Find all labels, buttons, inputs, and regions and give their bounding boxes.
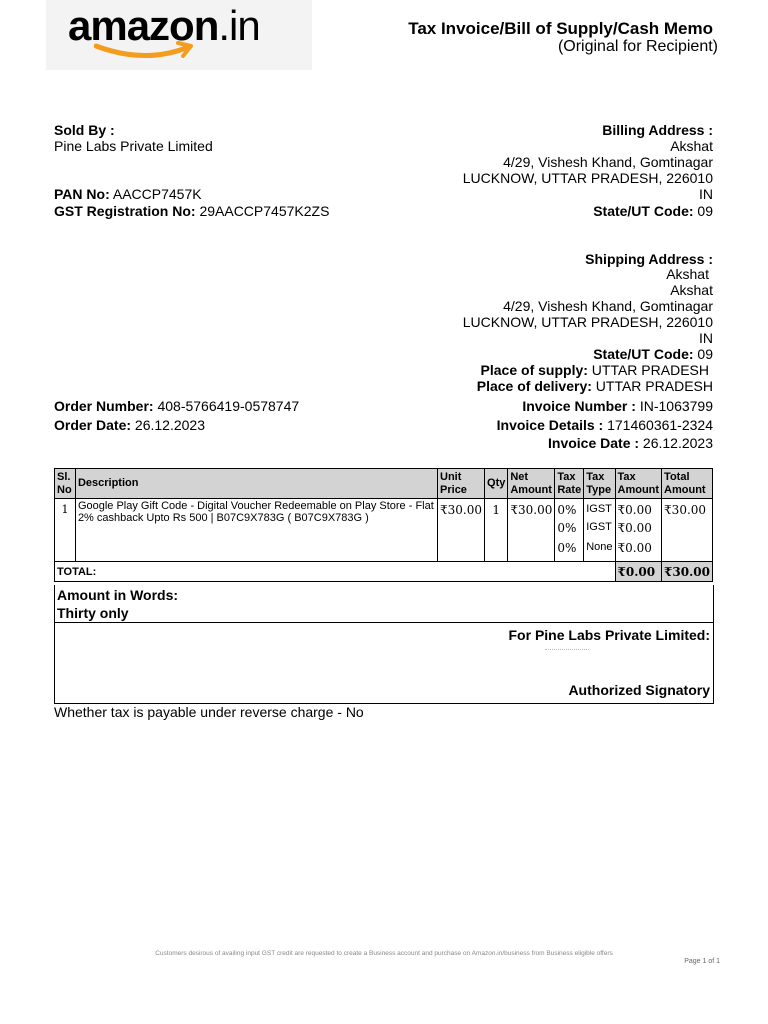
header-net-amount: Net Amount: [508, 469, 555, 499]
place-of-delivery: [477, 378, 713, 394]
billing-state-label: State/UT Code:: [593, 203, 694, 219]
invoice-details-value: 171460361-2324: [607, 417, 713, 433]
billing-state-code: [593, 203, 713, 219]
pan-line: [54, 186, 202, 202]
header-description: Description: [75, 469, 437, 499]
tax-rate-3: 0%: [555, 540, 584, 562]
order-date: [54, 417, 205, 433]
invoice-date-value: 26.12.2023: [642, 435, 713, 451]
order-date-label: Order Date:: [54, 417, 132, 433]
signatory-box: [54, 622, 714, 704]
pan-label: PAN No:: [54, 186, 110, 202]
invoice-details-label: Invoice Details :: [496, 417, 604, 433]
shipping-line2: LUCKNOW, UTTAR PRADESH, 226010: [462, 314, 713, 330]
table-row: [55, 499, 713, 520]
supply-value: UTTAR PRADESH: [591, 362, 709, 378]
total-row: [55, 562, 713, 582]
header-tax-type: Tax Type: [584, 469, 615, 499]
pan-value: AACCP7457K: [112, 186, 202, 202]
seller-name: Pine Labs Private Limited: [54, 138, 213, 154]
amazon-logo: [46, 0, 312, 70]
amount-in-words-value: Thirty only: [57, 605, 129, 621]
order-number: [54, 398, 299, 414]
amount-in-words-label: Amount in Words:: [57, 587, 179, 603]
shipping-line1: 4/29, Vishesh Khand, Gomtinagar: [503, 298, 713, 314]
tax-type-3: None: [584, 540, 615, 562]
logo-brand: amazon: [68, 2, 219, 49]
reverse-charge-note: Whether tax is payable under reverse charge - No: [54, 704, 364, 720]
tax-rate-1: 0%: [555, 499, 584, 520]
table-header-row: [55, 469, 713, 499]
row-sl: 1: [55, 499, 76, 562]
delivery-value: UTTAR PRADESH: [595, 378, 713, 394]
supply-label: Place of supply:: [480, 362, 588, 378]
shipping-country: IN: [699, 330, 713, 346]
footer-note: Customers desirous of availing input GST credit are requested to create a Business account and purchase on Amazon.in/business from Business eligible offers: [155, 950, 613, 957]
items-table: [54, 468, 713, 582]
row-unit-price: ₹30.00: [438, 499, 485, 562]
delivery-label: Place of delivery:: [476, 378, 592, 394]
row-total-amount: ₹30.00: [662, 499, 713, 562]
shipping-state-value: 09: [697, 346, 713, 362]
place-of-supply: [481, 362, 709, 378]
sold-by-label: Sold By :: [54, 122, 115, 138]
header-tax-rate: Tax Rate: [555, 469, 584, 499]
authorized-signatory-label: Authorized Signatory: [568, 682, 710, 698]
page-number: Page 1 of 1: [684, 958, 720, 965]
logo-tld: .in: [218, 2, 260, 49]
header-qty: Qty: [485, 469, 508, 499]
tax-rate-2: 0%: [555, 520, 584, 540]
tax-type-1: IGST: [584, 499, 615, 520]
order-number-label: Order Number:: [54, 398, 154, 414]
header-total-amount: Total Amount: [662, 469, 713, 499]
row-description: Google Play Gift Code - Digital Voucher Redeemable on Play Store - Flat 2% cashback Upto Rs 500 | B07C9X783G ( B07C9X783G ): [75, 499, 437, 562]
tax-amount-3: ₹0.00: [615, 540, 662, 562]
header-tax-amount: Tax Amount: [615, 469, 662, 499]
tax-amount-2: ₹0.00: [615, 520, 662, 540]
row-net-amount: ₹30.00: [508, 499, 555, 562]
shipping-state-code: [593, 346, 713, 362]
order-number-value: 408-5766419-0578747: [157, 398, 300, 414]
gst-value: 29AACCP7457K2ZS: [199, 203, 330, 219]
shipping-name2: Akshat: [670, 282, 713, 298]
billing-country: IN: [699, 186, 713, 202]
total-tax-amount: ₹0.00: [615, 562, 662, 582]
invoice-subtitle: (Original for Recipient): [557, 38, 718, 55]
billing-line1: 4/29, Vishesh Khand, Gomtinagar: [503, 154, 713, 170]
shipping-address-label: Shipping Address :: [585, 251, 713, 267]
smile-arrow-icon: [94, 40, 194, 62]
invoice-date: [548, 435, 713, 451]
amount-in-words-box: [54, 585, 714, 623]
billing-state-value: 09: [697, 203, 713, 219]
header-sl: Sl. No: [55, 469, 76, 499]
header-unit-price: Unit Price: [438, 469, 485, 499]
invoice-title: Tax Invoice/Bill of Supply/Cash Memo: [408, 19, 713, 38]
signature-mark: [545, 649, 589, 652]
for-company-label: For Pine Labs Private Limited:: [508, 627, 710, 643]
order-date-value: 26.12.2023: [134, 417, 205, 433]
invoice-date-label: Invoice Date :: [548, 435, 640, 451]
invoice-number: [522, 398, 713, 414]
billing-address-label: Billing Address :: [602, 122, 713, 138]
invoice-number-value: IN-1063799: [639, 398, 713, 414]
total-amount: ₹30.00: [662, 562, 713, 582]
row-qty: 1: [485, 499, 508, 562]
billing-line2: LUCKNOW, UTTAR PRADESH, 226010: [462, 170, 713, 186]
tax-type-2: IGST: [584, 520, 615, 540]
tax-amount-1: ₹0.00: [615, 499, 662, 520]
gst-line: [54, 203, 329, 219]
billing-name: Akshat: [670, 138, 713, 154]
shipping-state-label: State/UT Code:: [593, 346, 694, 362]
invoice-details: [497, 417, 713, 433]
gst-label: GST Registration No:: [54, 203, 196, 219]
invoice-number-label: Invoice Number :: [522, 398, 636, 414]
shipping-name1: Akshat: [666, 266, 709, 282]
total-label: TOTAL:: [55, 562, 616, 582]
